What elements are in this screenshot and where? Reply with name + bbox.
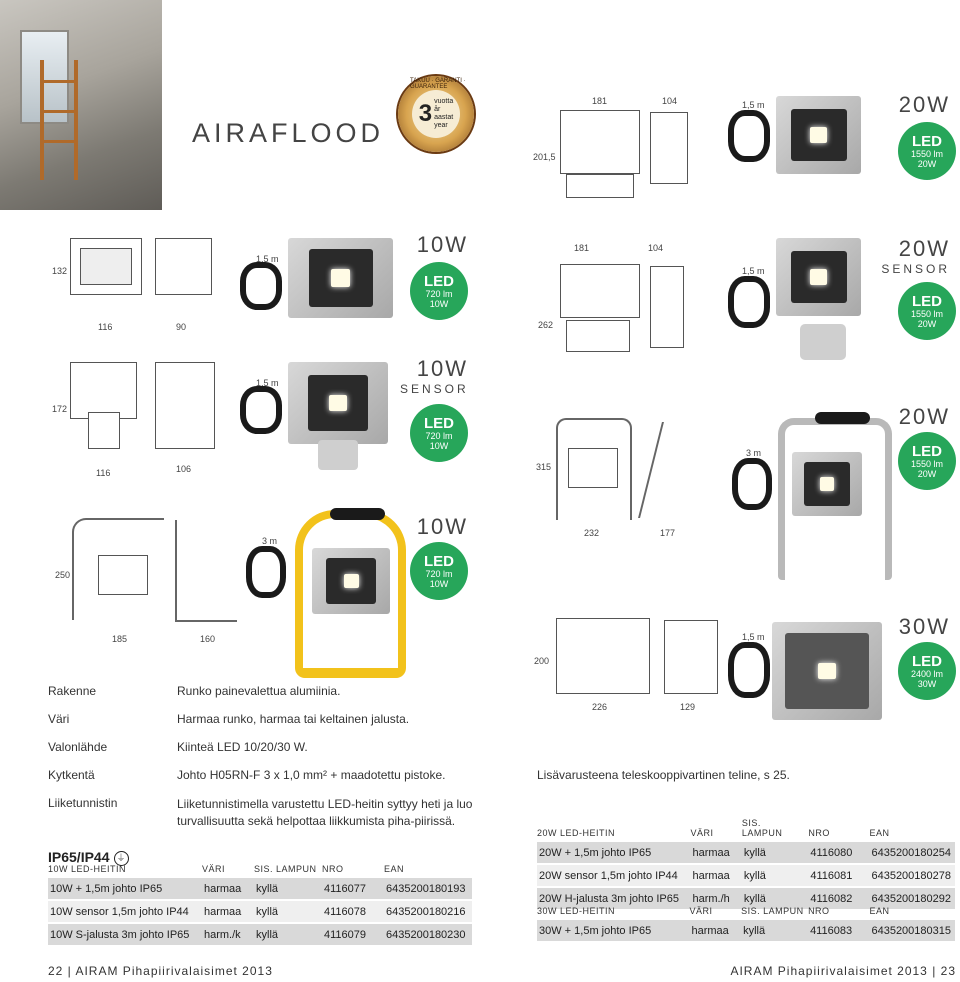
table-row [537,841,955,864]
table-cell: harmaa [202,877,254,900]
table-cell: kyllä [254,877,322,900]
table-cell: kyllä [742,864,808,887]
dimension-label: 90 [176,322,187,332]
dimension-label: 262 [538,320,554,330]
front-drawing [98,555,148,595]
dimension-label: 177 [660,528,676,538]
table-cell: 6435200180254 [869,841,955,864]
side-drawing [155,238,212,295]
table-cell: 10W sensor 1,5m johto IP44 [48,900,202,923]
table-cell: 4116078 [322,900,384,923]
table-row [537,864,955,887]
column-header: VÄRI [690,828,714,838]
wattage: 20W [898,92,950,117]
cable-image [728,642,770,698]
column-header: EAN [384,864,405,874]
table-cell: harmaa [689,919,741,941]
side-drawing [650,112,688,184]
spec-value: Liiketunnistimella varustettu LED-heitin syttyy heti ja luo turvallisuutta sekä helpottaa liikkumista piha-piirissä. [177,797,473,828]
spec-value: Johto H05RN-F 3 x 1,0 mm² + maadotettu pistoke. [177,768,446,782]
cable-length: 3 m [746,448,762,458]
table-cell: harmaa [202,900,254,923]
dimension-label: 104 [662,96,678,106]
lumen-label: 1550 lm [910,458,944,469]
spec-value: Harmaa runko, harmaa tai keltainen jalusta. [177,712,410,726]
column-header: SIS. LAMPUN [741,818,783,838]
table-cell: 6435200180278 [869,864,955,887]
table-cell: harmaa [690,864,741,887]
lumen-label: 720 lm [425,288,453,299]
warranty-line: år [434,106,441,113]
led-label: LED [424,272,454,290]
front-drawing [70,362,137,419]
table-header-row [48,864,472,877]
table-cell: harm./h [690,887,741,909]
spec-label: Valonlähde [48,740,108,754]
table-cell: 6435200180216 [384,900,472,923]
dimension-label: 116 [98,322,113,332]
sensor-drawing [88,412,120,449]
table-cell: kyllä [254,900,322,923]
table-cell: 6435200180315 [869,919,955,941]
table-cell: 20W sensor 1,5m johto IP44 [537,864,690,887]
column-header: 30W LED-HEITIN [537,906,616,916]
wattage: 10W [416,232,468,257]
lamp-image [288,238,393,318]
side-drawing [155,362,215,449]
column-header: VÄRI [202,864,226,874]
watt-label: 10W [429,298,449,309]
lumen-label: 1550 lm [910,308,944,319]
cable-image [240,386,282,434]
spec-label: Kytkentä [48,768,95,782]
cable-length: 1,5 m [742,632,765,642]
front-drawing [568,448,618,488]
led-label: LED [912,652,942,670]
side-drawing [638,422,714,518]
table-cell: 6435200180292 [869,887,955,909]
lumen-label: 2400 lm [910,668,944,679]
front-drawing [560,264,640,318]
footer-left: 22 | AIRAM Pihapiirivalaisimet 2013 [48,964,273,978]
cable-length: 1,5 m [742,100,765,110]
table-cell: 6435200180230 [384,923,472,945]
column-header: NRO [808,906,830,916]
table-cell: 4116083 [808,919,869,941]
wattage: 20W [898,404,950,429]
dimension-label: 226 [592,702,608,712]
wattage: 10W [416,356,468,381]
table-cell: 20W + 1,5m johto IP65 [537,841,690,864]
table-row [48,877,472,900]
table-cell: 4116081 [808,864,869,887]
side-drawing [664,620,718,694]
table-row [48,923,472,945]
warranty-badge [398,76,474,152]
led-label: LED [424,552,454,570]
page-title: AIRAFLOOD [192,118,385,148]
cable-length: 3 m [262,536,278,546]
bracket-drawing [566,174,634,198]
accessory-note: Lisävarusteena teleskooppivartinen teline, s 25. [537,768,790,782]
dimension-label: 104 [648,243,664,253]
warranty-line: vuotta [434,98,454,105]
spec-value: Runko painevalettua alumiinia. [177,684,341,698]
side-drawing [175,520,237,622]
side-drawing [650,266,684,348]
table-row [537,919,955,941]
cable-length: 1,5 m [256,254,279,264]
column-header: NRO [808,828,830,838]
watt-label: 20W [917,158,937,169]
column-header: 20W LED-HEITIN [537,828,616,838]
led-label: LED [424,414,454,432]
led-label: LED [912,292,942,310]
sensor-label: SENSOR [881,262,950,276]
watt-label: 20W [917,468,937,479]
led-badge [898,282,956,340]
table-header-row [537,818,955,841]
cable-image [240,262,282,310]
led-label: LED [912,442,942,460]
lumen-label: 720 lm [425,430,453,441]
dimension-label: 200 [534,656,550,666]
warranty-years: 3 [418,100,433,127]
wattage: 30W [898,614,950,639]
product-table-20w [537,818,955,909]
table-header-row [537,906,955,919]
table-cell: 4116077 [322,877,384,900]
table-cell: kyllä [741,919,808,941]
front-drawing-inner [80,248,132,285]
handle-image [815,412,870,424]
dimension-label: 129 [680,702,696,712]
table-cell: 30W + 1,5m johto IP65 [537,919,689,941]
cable-length: 1,5 m [742,266,765,276]
front-drawing [556,618,650,694]
column-header: VÄRI [689,906,713,916]
spec-label: Väri [48,712,70,726]
lamp-image [288,362,388,444]
dimension-label: 172 [52,404,68,414]
lamp-image [792,452,862,516]
spec-label: Liiketunnistin [48,796,118,810]
dimension-label: 181 [574,243,590,253]
front-drawing [560,110,640,174]
table-cell: kyllä [254,923,322,945]
dimension-label: 315 [536,462,552,472]
cable-image [246,546,286,598]
column-header: NRO [322,864,344,874]
table-cell: kyllä [742,887,808,909]
table-cell: 6435200180193 [384,877,472,900]
dimension-label: 201,5 [533,152,556,162]
table-cell: 10W S-jalusta 3m johto IP65 [48,923,202,945]
warranty-line: aastat [434,114,454,121]
led-badge [898,122,956,180]
column-header: SIS. LAMPUN [254,864,317,874]
warranty-line: year [434,122,448,129]
dimension-label: 250 [55,570,71,580]
ip-rating-text: IP65/IP44 [48,849,110,865]
ground-icon: ⏚ [114,851,129,866]
dimension-label: 160 [200,634,216,644]
table-cell: harm./k [202,923,254,945]
watt-label: 20W [917,318,937,329]
cable-image [728,110,770,162]
table-row [48,900,472,923]
table-cell: 4116079 [322,923,384,945]
led-badge [898,642,956,700]
led-badge [410,404,468,462]
sensor-label: SENSOR [400,382,469,396]
led-badge [410,542,468,600]
table-cell: 20W H-jalusta 3m johto IP65 [537,887,690,909]
dimension-label: 185 [112,634,128,644]
cable-length: 1,5 m [256,378,279,388]
spec-label: Rakenne [48,684,97,698]
dimension-label: 181 [592,96,608,106]
table-cell: 4116082 [808,887,869,909]
dimension-label: 106 [176,464,192,474]
dimension-label: 132 [52,266,68,276]
led-badge [898,432,956,490]
lamp-image [312,548,390,614]
lumen-label: 720 lm [425,568,453,579]
lamp-image [772,622,882,720]
dimension-label: 116 [96,468,111,478]
table-cell: harmaa [690,841,741,864]
cable-image [728,276,770,328]
sensor-drawing [566,320,630,352]
product-table-30w [537,906,955,941]
construction-photo [0,0,162,210]
table-cell: 10W + 1,5m johto IP65 [48,877,202,900]
wattage: 20W [898,236,950,261]
column-header: SIS. LAMPUN [741,906,804,916]
lamp-image [776,238,861,316]
dimension-label: 232 [584,528,600,538]
sensor-image [800,324,846,360]
spec-value: Kiinteä LED 10/20/30 W. [177,740,308,754]
watt-label: 10W [429,440,449,451]
warranty-ring-text: TAKUU · GARANTI · GUARANTEE [410,78,466,90]
handle-image [330,508,385,520]
column-header: 10W LED-HEITIN [48,864,127,874]
table-cell: kyllä [742,841,808,864]
cable-image [732,458,772,510]
wattage: 10W [416,514,468,539]
footer-right: AIRAM Pihapiirivalaisimet 2013 | 23 [730,964,956,978]
lumen-label: 1550 lm [910,148,944,159]
product-table-10w [48,864,472,945]
column-header: EAN [869,828,890,838]
watt-label: 10W [429,578,449,589]
column-header: EAN [869,906,890,916]
table-cell: 4116080 [808,841,869,864]
lamp-image [776,96,861,174]
led-badge [410,262,468,320]
sensor-image [318,440,358,470]
watt-label: 30W [917,678,937,689]
led-label: LED [912,132,942,150]
